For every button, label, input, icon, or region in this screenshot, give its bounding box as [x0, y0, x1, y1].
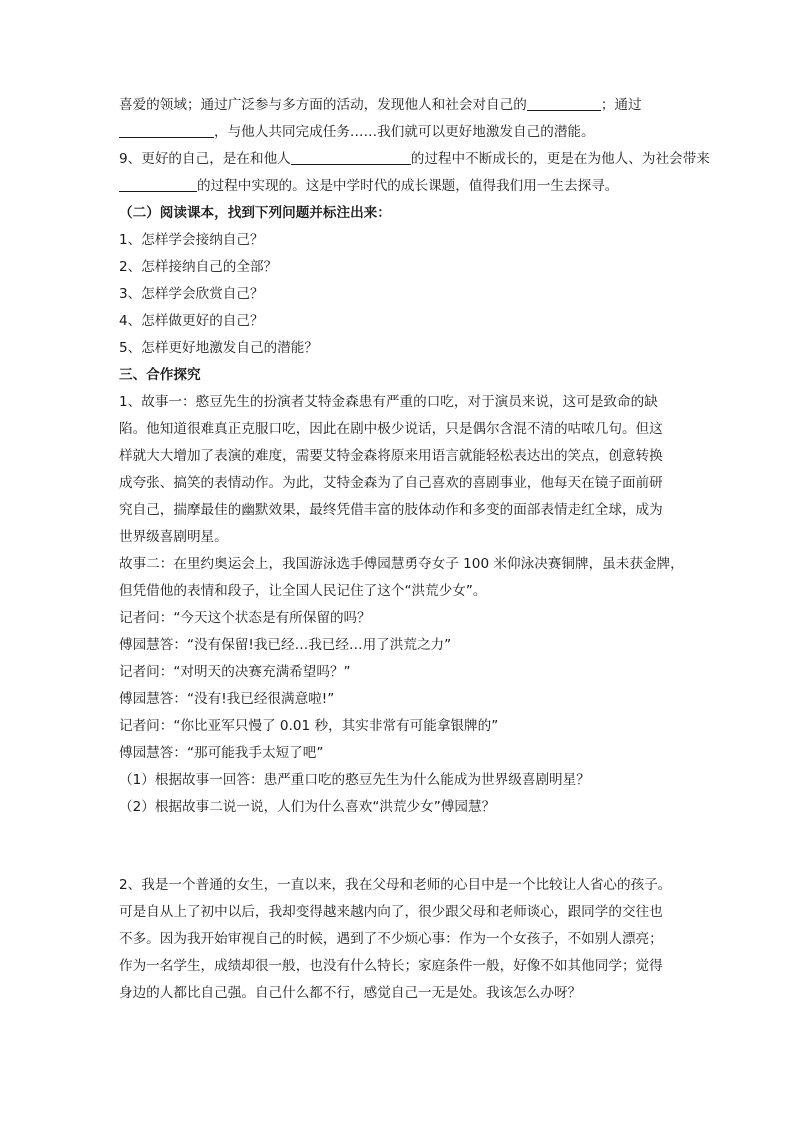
section-3-heading: 三、合作探究 — [119, 367, 201, 383]
question-item: 4、怎样做更好的自己？ — [119, 313, 264, 329]
story-1-line: 1、故事一：憨豆先生的扮演者艾特金森患有严重的口吃，对于演员来说，这可是致命的缺 — [119, 394, 658, 410]
sub-question: （1）根据故事一回答：患严重口吃的憨豆先生为什么能成为世界级喜剧明星？ — [119, 772, 590, 788]
question-item: 2、怎样接纳自己的全部？ — [119, 259, 278, 275]
paragraph-9-line-1: 9、更好的自己，是在和他人 的过程中不断成长的，更是在为他人、为社会带来 — [119, 151, 710, 167]
case-2-line: 可是自从上了初中以后，我却变得越来越内向了，很少跟父母和老师谈心，跟同学的交往也 — [119, 904, 663, 920]
story-1-line: 成夸张、搞笑的表情动作。为此，艾特金森为了自己喜欢的喜剧事业，他每天在镜子面前研 — [119, 475, 663, 491]
case-2-line: 不多。因为我开始审视自己的时候，遇到了不少烦心事：作为一个女孩子，不如别人漂亮； — [119, 931, 663, 947]
question-item: 5、怎样更好地激发自己的潜能？ — [119, 340, 318, 356]
story-2-line: 故事二：在里约奥运会上，我国游泳选手傅园慧勇夺女子 100 米仰泳决赛铜牌，虽未获金牌， — [119, 556, 684, 572]
fill-blank[interactable] — [527, 96, 601, 111]
dialogue-line: 记者问：“对明天的决赛充满希望吗？” — [119, 664, 351, 680]
case-2-line: 2、我是一个普通的女生，一直以来，我在父母和老师的心目中是一个比较让人省心的孩子。 — [119, 877, 672, 893]
paragraph-8-line-2: ，与他人共同完成任务……我们就可以更好地激发自己的潜能。 — [119, 119, 679, 146]
case-2-line: 作为一名学生，成绩却很一般，也没有什么特长；家庭条件一般，好像不如其他同学；觉得 — [119, 958, 663, 974]
sub-question: （2）根据故事二说一说，人们为什么喜欢“洪荒少女”傅园慧？ — [119, 799, 496, 815]
dialogue-line: 记者问：“今天这个状态是有所保留的吗？ — [119, 610, 371, 626]
fill-blank[interactable] — [291, 150, 411, 165]
question-item: 3、怎样学会欣赏自己？ — [119, 286, 264, 302]
case-2-line: 身边的人都比自己强。自己什么都不行，感觉自己一无是处。我该怎么办呀？ — [119, 985, 582, 1001]
dialogue-line: 傅园慧答：“没有!我已经很满意啦!” — [119, 691, 335, 707]
story-1-line: 世界级喜剧明星。 — [119, 529, 228, 545]
dialogue-line: 记者问：“你比亚军只慢了 0.01 秒，其实非常有可能拿银牌的” — [119, 718, 499, 734]
story-1-line: 陷。他知道很难真正克服口吃，因此在剧中极少说话，只是偶尔含混不清的咕哝几句。但这 — [119, 421, 663, 437]
fill-blank[interactable] — [119, 123, 214, 138]
fill-blank[interactable] — [119, 177, 197, 192]
question-item: 1、怎样学会接纳自己？ — [119, 232, 264, 248]
document-body — [119, 92, 710, 1007]
story-2-line: 但凭借他的表情和段子，让全国人民记住了这个“洪荒少女”。 — [119, 583, 487, 599]
dialogue-line: 傅园慧答：“那可能我手太短了吧” — [119, 745, 324, 761]
answer-space — [119, 821, 679, 872]
section-2-heading: （二）阅读课本，找到下列问题并标注出来： — [119, 205, 391, 221]
paragraph-9-line-2: 的过程中实现的。这是中学时代的成长课题，值得我们用一生去探寻。 — [119, 173, 679, 200]
story-1-line: 究自己，揣摩最佳的幽默效果，最终凭借丰富的肢体动作和多变的面部表情走红全球，成为 — [119, 502, 663, 518]
dialogue-line: 傅园慧答：“没有保留!我已经…我已经…用了洪荒之力” — [119, 637, 452, 653]
paragraph-8-line-1: 喜爱的领域；通过广泛参与多方面的活动，发现他人和社会对自己的 ；通过 — [119, 97, 642, 113]
story-1-line: 样就大大增加了表演的难度，需要艾特金森将原来用语言就能轻松表达出的笑点，创意转换 — [119, 448, 663, 464]
